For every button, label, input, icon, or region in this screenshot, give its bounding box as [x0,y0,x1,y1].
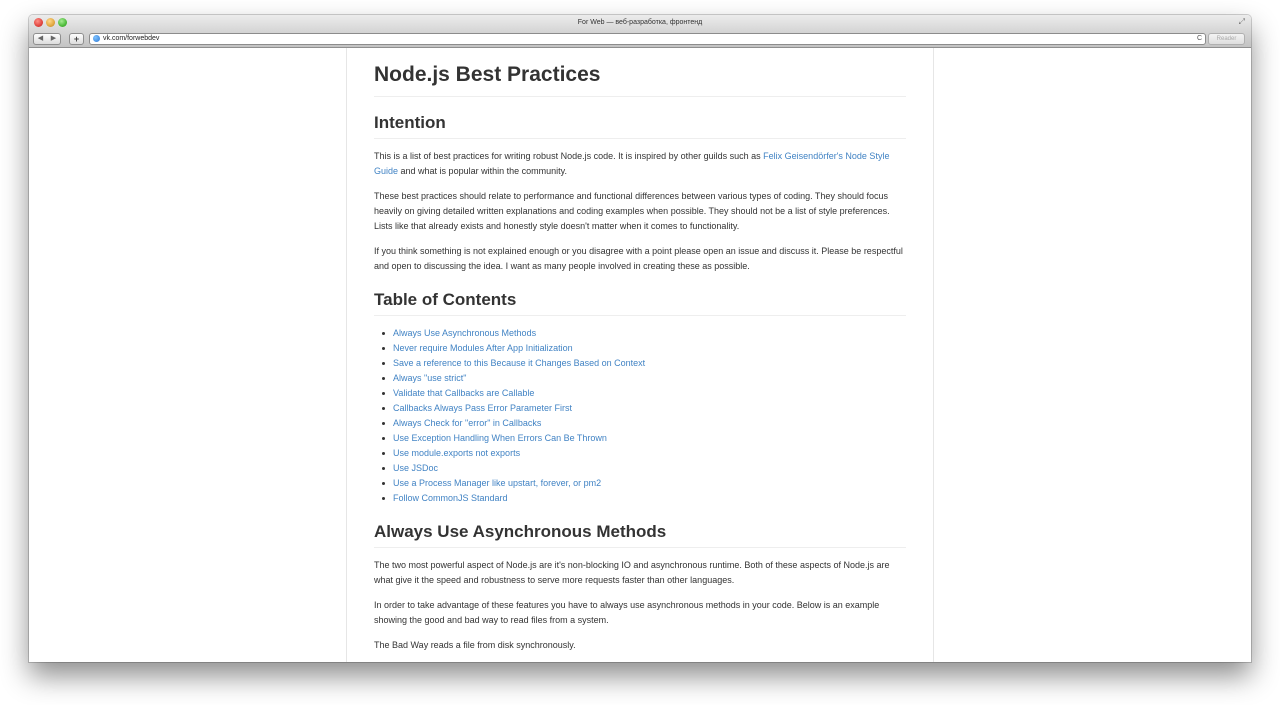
toc-link-error-first[interactable]: Callbacks Always Pass Error Parameter First [393,403,573,413]
toc-link-require[interactable]: Never require Modules After App Initialization [393,343,573,353]
article [346,48,934,662]
toc-item [382,356,906,371]
toc-link-check-error[interactable]: Always Check for "error" in Callbacks [393,418,542,428]
async-paragraph-3: The Bad Way reads a file from disk synchronously. [374,640,576,650]
async-paragraph-2: In order to take advantage of these features you have to always use asynchronous methods in your code. Below is an example showing the good and bad way to read files from a system. [374,600,880,625]
toc-link-commonjs[interactable]: Follow CommonJS Standard [393,493,508,503]
toc-item [382,341,906,356]
toc-item [382,461,906,476]
toc-link-strict[interactable]: Always "use strict" [393,373,467,383]
browser-window [29,15,1251,662]
toc-item [382,401,906,416]
intention-text-start: This is a list of best practices for writing robust Node.js code. It is inspired by other guilds such as [374,151,764,161]
toc-heading: Table of Contents [374,291,906,316]
style-guide-link[interactable]: Felix Geisendörfer's Node Style Guide [374,151,890,176]
async-paragraph-1: The two most powerful aspect of Node.js are it's non-blocking IO and asynchronous runtime. Both of these aspects of Node.js are what give it the speed and robustness to serve more requests faster than other languages. [374,560,890,585]
fullscreen-icon[interactable]: ⤢ [1238,17,1245,26]
toc-link-module-exports[interactable]: Use module.exports not exports [393,448,521,458]
intention-paragraph-1 [374,149,906,179]
reader-button[interactable]: Reader [1208,33,1245,45]
toc-item [382,446,906,461]
intention-text-end: and what is popular within the community. [398,166,567,176]
title-bar [29,15,1251,31]
toc-link-this[interactable]: Save a reference to this Because it Changes Based on Context [393,358,646,368]
intention-heading: Intention [374,114,906,139]
window-title: For Web — веб-разработка, фронтенд [577,19,703,26]
toc-link-process-manager[interactable]: Use a Process Manager like upstart, forever, or pm2 [393,478,602,488]
toc-link-jsdoc[interactable]: Use JSDoc [393,463,439,473]
toc-link-exceptions[interactable]: Use Exception Handling When Errors Can Be Thrown [393,433,607,443]
toc-link-async[interactable]: Always Use Asynchronous Methods [393,328,537,338]
async-heading: Always Use Asynchronous Methods [374,523,906,548]
toc-item [382,476,906,491]
page-viewport[interactable] [29,48,1251,662]
toc-item [382,326,906,341]
toc-link-validate[interactable]: Validate that Callbacks are Callable [393,388,535,398]
forward-button[interactable]: ▶ [47,33,61,45]
page-title: Node.js Best Practices [374,48,906,97]
toc-item [382,431,906,446]
toc-item [382,371,906,386]
back-button[interactable]: ◀ [33,33,48,45]
add-bookmark-button[interactable]: + [69,33,84,45]
address-bar[interactable] [89,33,1206,45]
intention-paragraph-3: If you think something is not explained enough or you disagree with a point please open an issue and discuss it. Please be respectful and open to discussing the idea. I want as many people involved in creating these as possible. [374,246,903,271]
intention-paragraph-2: These best practices should relate to performance and functional differences between various types of coding. They should focus heavily on giving detailed written explanations and coding examples when possible. They should not be a list of style preferences. Lists like that already exists and honestly style doesn't matter when it comes to functionality. [374,191,890,231]
reload-icon[interactable]: C [1196,35,1202,42]
globe-icon [93,35,100,42]
toc-item [382,491,906,506]
toc-item [382,416,906,431]
url-text[interactable]: vk.com/forwebdev [103,35,160,42]
toc-item [382,386,906,401]
browser-toolbar [29,31,1251,48]
toc-list [374,326,906,506]
